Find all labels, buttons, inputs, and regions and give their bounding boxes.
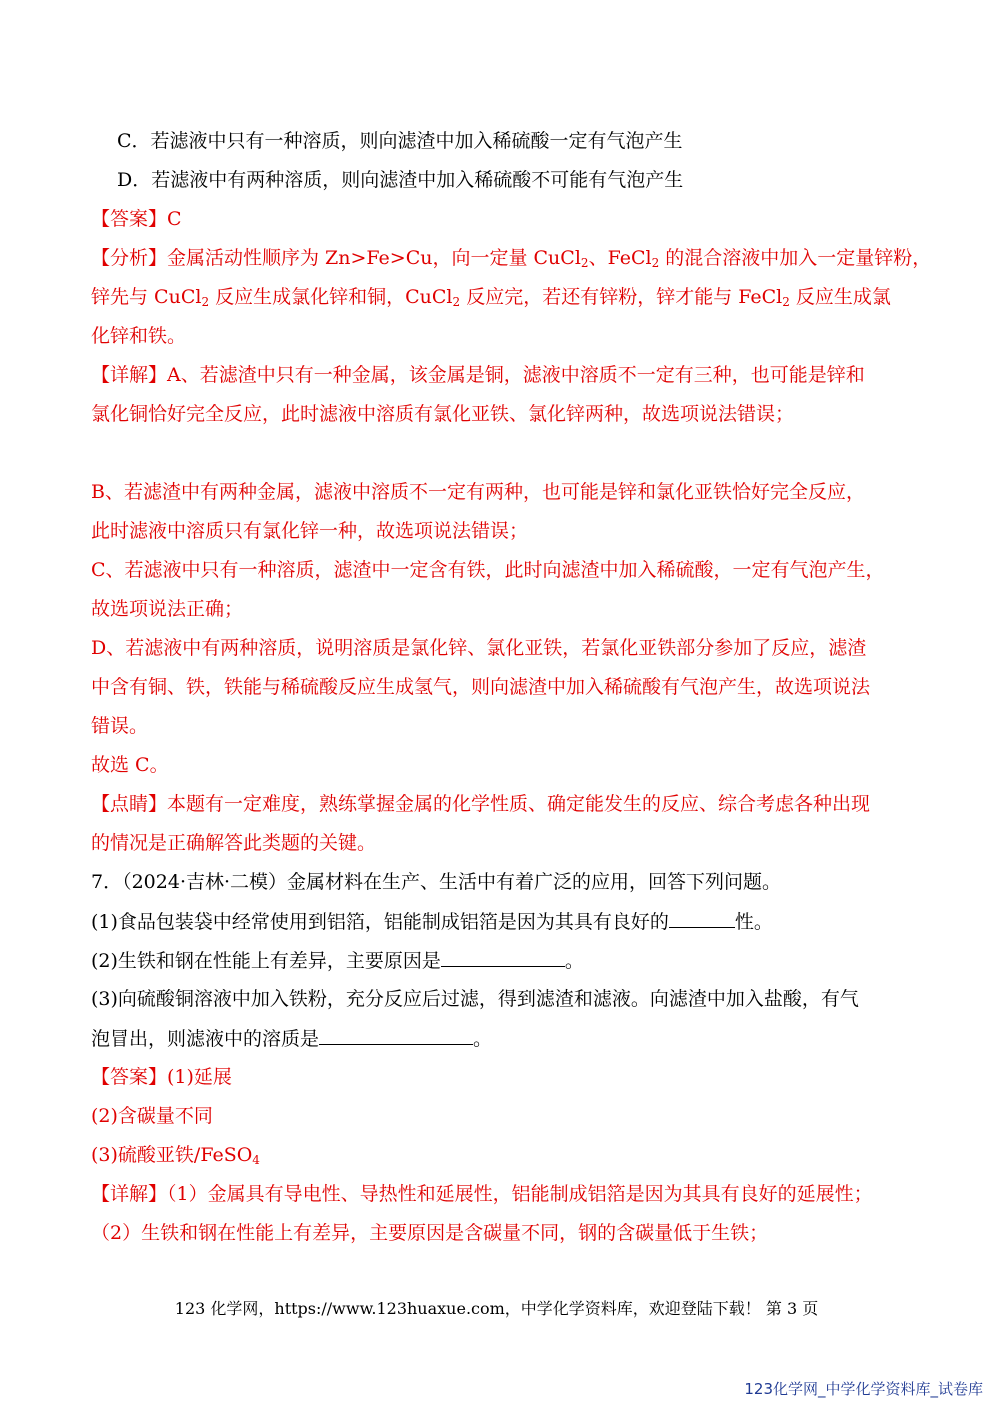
page-footer: 123 化学网，https://www.123huaxue.com，中学化学资料库，欢迎登陆下载！ 第 3 页 [174,1299,819,1318]
q7-part-3-line-2: 泡冒出，则滤液中的溶质是 。 [91,1028,493,1050]
q6-comment-line-1: 【点睛】本题有一定难度，熟练掌握金属的化学性质、确定能发生的反应、综合考虑各种出现 [91,793,871,815]
q6-option-c: C．若滤液中只有一种溶质，则向滤渣中加入稀硫酸一定有气泡产生 [117,130,683,152]
q6-detail-b-line-2: 此时滤液中溶质只有氯化锌一种，故选项说法错误； [91,520,529,542]
q7-answer-3: (3)硫酸亚铁/FeSO$_4$ [91,1144,260,1167]
q7-detail-line-2: （2）生铁和钢在性能上有差异，主要原因是含碳量不同，钢的含碳量低于生铁； [91,1222,769,1244]
answer-blank [319,1026,473,1045]
q7-answer-1: 【答案】(1)延展 [91,1066,232,1088]
q6-analysis-line-2: 锌先与 CuCl$_2$ 反应生成氯化锌和铜，CuCl$_2$ 反应完，若还有锌粉，锌才能与 FeCl$_2$ 反应生成氯 [91,286,891,309]
q6-comment-line-2: 的情况是正确解答此类题的关键。 [91,832,377,854]
q6-detail-c-line-1: C、若滤液中只有一种溶质，滤渣中一定含有铁，此时向滤渣中加入稀硫酸，一定有气泡产生， [91,559,885,581]
q6-detail-b-line-1: B、若滤渣中有两种金属，滤液中溶质不一定有两种，也可能是锌和氯化亚铁恰好完全反应， [91,481,865,503]
answer-blank [669,909,735,928]
q6-detail-d-line-1: D、若滤液中有两种溶质，说明溶质是氯化锌、氯化亚铁，若氯化亚铁部分参加了反应，滤渣 [91,637,867,659]
q6-detail-c-line-2: 故选项说法正确； [91,598,244,620]
q7-part-2: (2)生铁和钢在性能上有差异，主要原因是 。 [91,950,584,972]
q6-answer: 【答案】C [91,208,182,230]
q7-part-1: (1)食品包装袋中经常使用到铝箔，铝能制成铝箔是因为其具有良好的 性。 [91,911,773,933]
q6-detail-d-line-3: 错误。 [91,715,149,737]
q7-answer-2: (2)含碳量不同 [91,1105,213,1127]
q6-detail-d-line-2: 中含有铜、铁，铁能与稀硫酸反应生成氢气，则向滤渣中加入稀硫酸有气泡产生，故选项说法 [91,676,871,698]
q7-stem: 7．（2024·吉林·二模）金属材料在生产、生活中有着广泛的应用，回答下列问题。 [91,871,782,893]
q6-detail-a-line-2: 氯化铜恰好完全反应，此时滤液中溶质有氯化亚铁、氯化锌两种，故选项说法错误； [91,403,795,425]
q6-analysis-line-3: 化锌和铁。 [91,325,187,347]
watermark: 123化学网_中学化学资料库_试卷库 [744,1380,983,1398]
q6-choose: 故选 C。 [91,754,169,776]
q6-option-d: D．若滤液中有两种溶质，则向滤渣中加入稀硫酸不可能有气泡产生 [117,169,684,191]
q6-analysis-line-1: 【分析】金属活动性顺序为 Zn>Fe>Cu，向一定量 CuCl$_2$、FeCl$_2$ 的混合溶液中加入一定量锌粉， [91,247,932,270]
q7-detail-line-1: 【详解】（1）金属具有导电性、导热性和延展性，铝能制成铝箔是因为其具有良好的延展性； [91,1183,873,1205]
q7-part-3-line-1: (3)向硫酸铜溶液中加入铁粉，充分反应后过滤，得到滤渣和滤液。向滤渣中加入盐酸，有气 [91,988,859,1010]
q6-detail-a-line-1: 【详解】A、若滤渣中只有一种金属，该金属是铜，滤液中溶质不一定有三种，也可能是锌和 [91,364,865,386]
answer-blank [441,948,565,967]
